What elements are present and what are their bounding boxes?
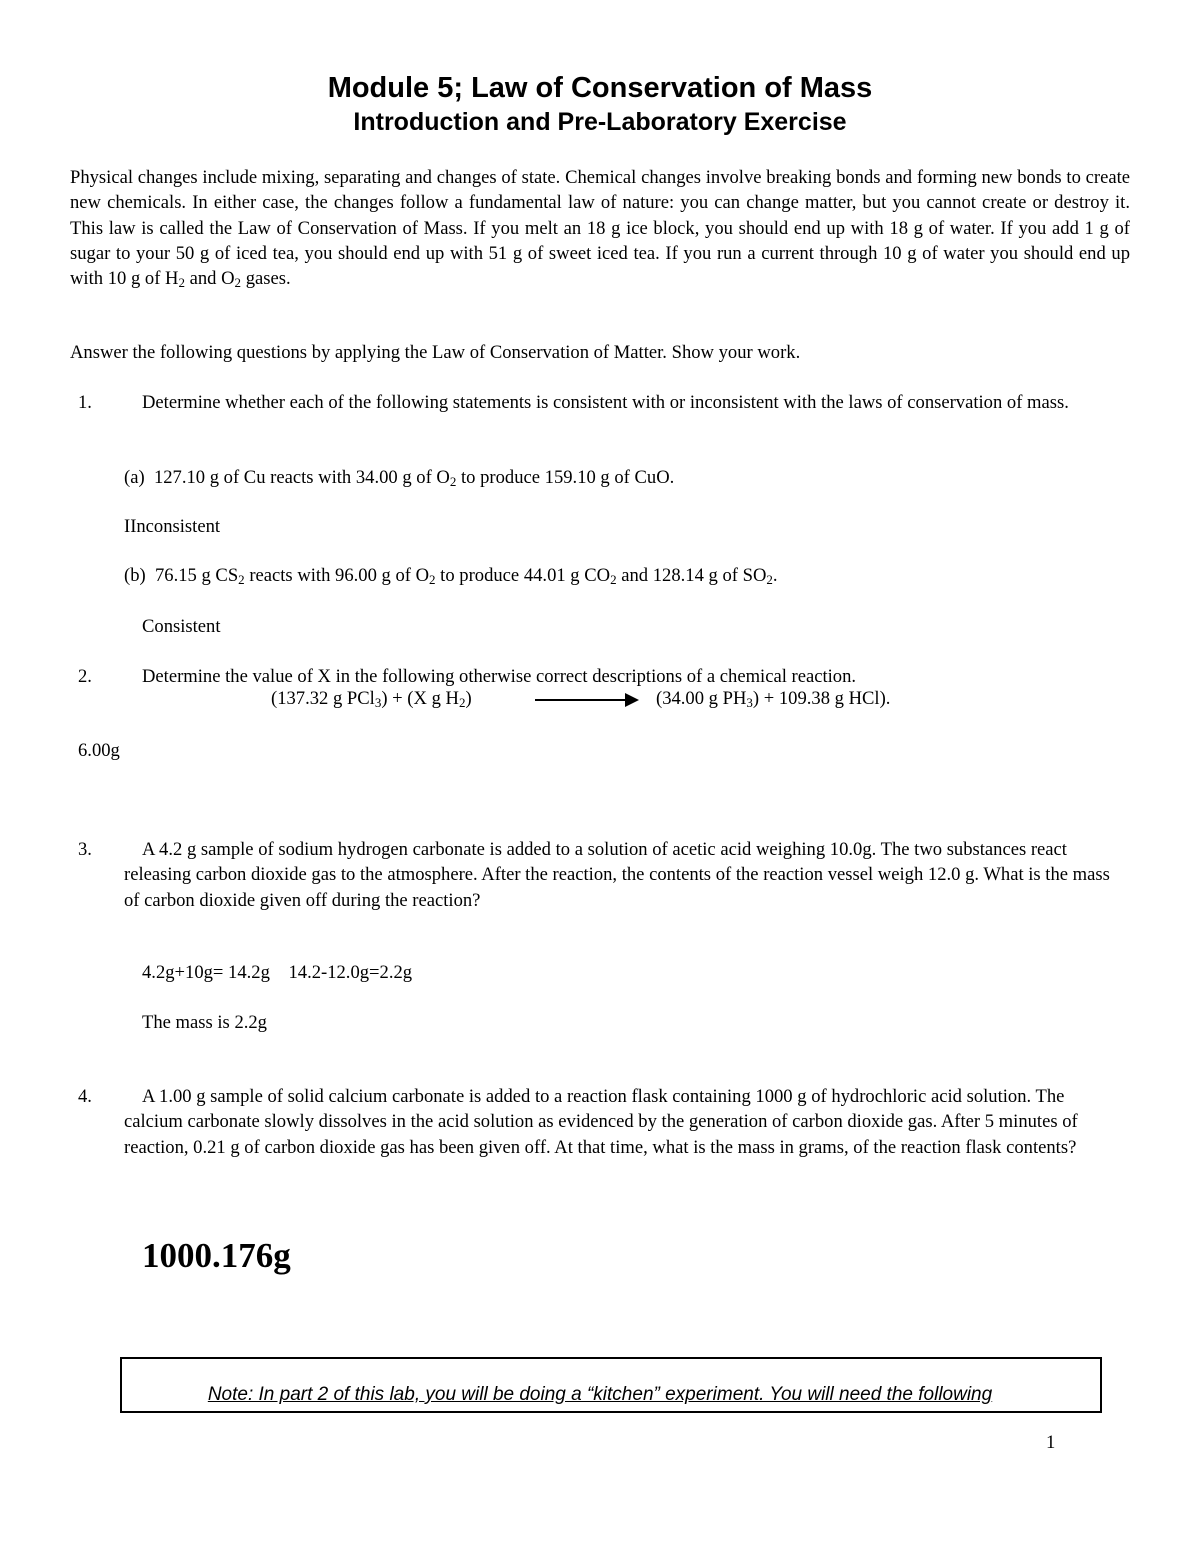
q1a-sub-1: 2 (449, 474, 457, 489)
q2-right-2: ) + 109.38 g HCl). (752, 688, 891, 709)
q1b-sub-3: 2 (610, 572, 617, 587)
q1-number: 1. (78, 392, 92, 413)
q1b-label: (b) (124, 565, 146, 586)
q1b-sub-4: 2 (766, 572, 773, 587)
q2-right-sub-1: 3 (746, 695, 753, 710)
reaction-arrow-icon (625, 693, 639, 707)
q1b-sub-2: 2 (429, 572, 436, 587)
q3-question: A 4.2 g sample of sodium hydrogen carbonate is added to a solution of acetic acid weighing 10.0g. The two substances react releasing carbon dioxide gas to the atmosphere. After the reaction, the contents of the reaction vessel weigh 12.0 g. What is the mass of carbon dioxide given off during the reaction? (124, 839, 1110, 911)
q2-left-1: (137.32 g PCl (271, 688, 375, 709)
intro-gases-text: gases. (241, 268, 291, 290)
q4-number: 4. (78, 1086, 92, 1107)
instructions: Answer the following questions by applying the Law of Conservation of Matter. Show your work. (70, 342, 801, 363)
q1a-text-1: 127.10 g of Cu reacts with 34.00 g of O (153, 467, 450, 488)
intro-and-text: and O (184, 268, 235, 290)
page-subtitle: Introduction and Pre-Laboratory Exercise (353, 108, 847, 136)
q1b-answer: Consistent (142, 616, 221, 637)
q2-left-3: ) (465, 688, 472, 709)
q1b-sub-1: 2 (238, 572, 245, 587)
q2-number: 2. (78, 666, 92, 687)
q3-work: 4.2g+10g= 14.2g 14.2-12.0g=2.2g (142, 962, 413, 983)
note-text: Note: In part 2 of this lab, you will be doing a “kitchen” experiment. You will need the following (207, 1384, 993, 1405)
q2-left-sub-1: 3 (374, 695, 382, 710)
q3-answer: The mass is 2.2g (142, 1012, 267, 1033)
q2-question: Determine the value of X in the following otherwise correct descriptions of a chemical reaction. (142, 666, 857, 687)
q1a-statement (124, 465, 674, 490)
page-title: Module 5; Law of Conservation of Mass (327, 72, 873, 104)
q4-text (124, 1084, 1124, 1160)
intro-h-subscript: 2 (178, 275, 185, 291)
q1a-answer: IInconsistent (124, 516, 221, 537)
q4-answer: 1000.176g (142, 1236, 291, 1275)
q3-text (124, 837, 1124, 913)
q2-right-1: (34.00 g PH (656, 688, 747, 709)
q1a-label: (a) (124, 467, 145, 488)
intro-text: Physical changes include mixing, separating and changes of state. Chemical changes involve breaking bonds and forming new bonds to create new chemicals. In either case, the changes follow a fundamental law of nature: you can change matter, but you cannot create or destroy it. This law is called the Law of Conservation of Mass. If you melt an 18 g ice block, you should end up with 18 g of water. If you add 1 g of sugar to your 50 g of iced tea, you should end up with 51 g of sweet iced tea. If you run a current through 10 g of water you should end up with 10 g of H (70, 167, 1130, 290)
q1b-text-1: 76.15 g CS (154, 565, 239, 586)
q4-question: A 1.00 g sample of solid calcium carbonate is added to a reaction flask containing 1000 g of hydrochloric acid solution. The calcium carbonate slowly dissolves in the acid solution as evidenced by the generation of carbon dioxide gas. After 5 minutes of reaction, 0.21 g of carbon dioxide gas has been given off. At that time, what is the mass in grams, of the reaction flask contents? (124, 1086, 1078, 1158)
intro-paragraph (70, 165, 1130, 291)
q2-equation-right (656, 688, 890, 710)
reaction-arrow-shaft (535, 699, 637, 701)
intro-o-subscript: 2 (234, 275, 242, 291)
q1b-text-3: to produce 44.01 g CO (435, 565, 611, 586)
page-number: 1 (1046, 1432, 1056, 1453)
q1b-text-5: . (772, 565, 778, 586)
q3-number: 3. (78, 839, 92, 860)
q2-left-sub-2: 2 (458, 695, 466, 710)
q1b-text-2: reacts with 96.00 g of O (244, 565, 430, 586)
q1b-text-4: and 128.14 g of SO (616, 565, 767, 586)
q2-equation-left (271, 688, 472, 710)
q2-text (124, 664, 1124, 689)
q1-text (124, 390, 1124, 415)
q2-left-2: ) + (X g H (381, 688, 459, 709)
q1b-statement (124, 563, 778, 588)
q1-question: Determine whether each of the following statements is consistent with or inconsistent with the laws of conservation of mass. (142, 392, 1069, 413)
q1a-text-2: to produce 159.10 g of CuO. (456, 467, 675, 488)
q2-answer: 6.00g (78, 740, 120, 761)
